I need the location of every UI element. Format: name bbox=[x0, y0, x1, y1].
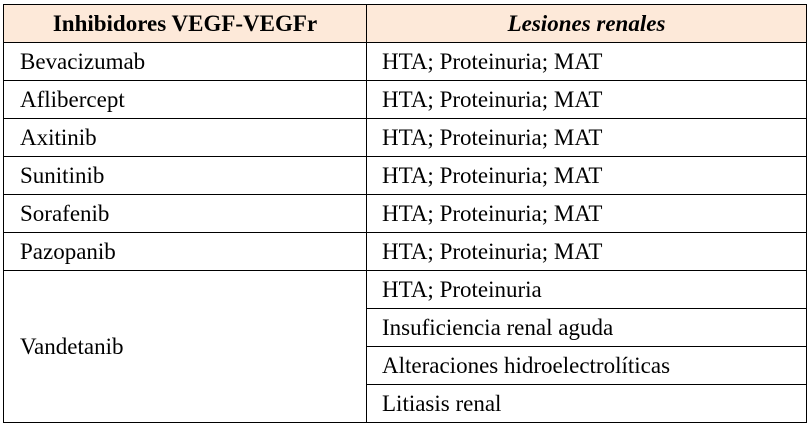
lesion-cell: HTA; Proteinuria; MAT bbox=[367, 81, 807, 119]
lesion-cell: Alteraciones hidroelectrolíticas bbox=[367, 347, 807, 385]
lesion-cell: HTA; Proteinuria; MAT bbox=[367, 195, 807, 233]
drug-cell: Bevacizumab bbox=[4, 43, 367, 81]
header-lesion: Lesiones renales bbox=[367, 5, 807, 43]
drug-cell-merged: Vandetanib bbox=[4, 271, 367, 423]
table-row bbox=[4, 271, 807, 309]
lesion-cell: HTA; Proteinuria; MAT bbox=[367, 233, 807, 271]
lesion-cell: HTA; Proteinuria; MAT bbox=[367, 43, 807, 81]
drug-cell: Sorafenib bbox=[4, 195, 367, 233]
table-row bbox=[4, 119, 807, 157]
header-row bbox=[4, 5, 807, 43]
drug-cell: Sunitinib bbox=[4, 157, 367, 195]
lesion-cell: Insuficiencia renal aguda bbox=[367, 309, 807, 347]
table-row bbox=[4, 157, 807, 195]
lesion-cell: HTA; Proteinuria; MAT bbox=[367, 157, 807, 195]
table-row bbox=[4, 43, 807, 81]
lesion-cell: HTA; Proteinuria; MAT bbox=[367, 119, 807, 157]
header-drug: Inhibidores VEGF-VEGFr bbox=[4, 5, 367, 43]
table-row bbox=[4, 81, 807, 119]
lesion-cell: Litiasis renal bbox=[367, 385, 807, 423]
table-row bbox=[4, 233, 807, 271]
table-row bbox=[4, 195, 807, 233]
lesion-cell: HTA; Proteinuria bbox=[367, 271, 807, 309]
drug-cell: Pazopanib bbox=[4, 233, 367, 271]
renal-lesions-table bbox=[3, 4, 807, 423]
drug-cell: Axitinib bbox=[4, 119, 367, 157]
drug-cell: Aflibercept bbox=[4, 81, 367, 119]
